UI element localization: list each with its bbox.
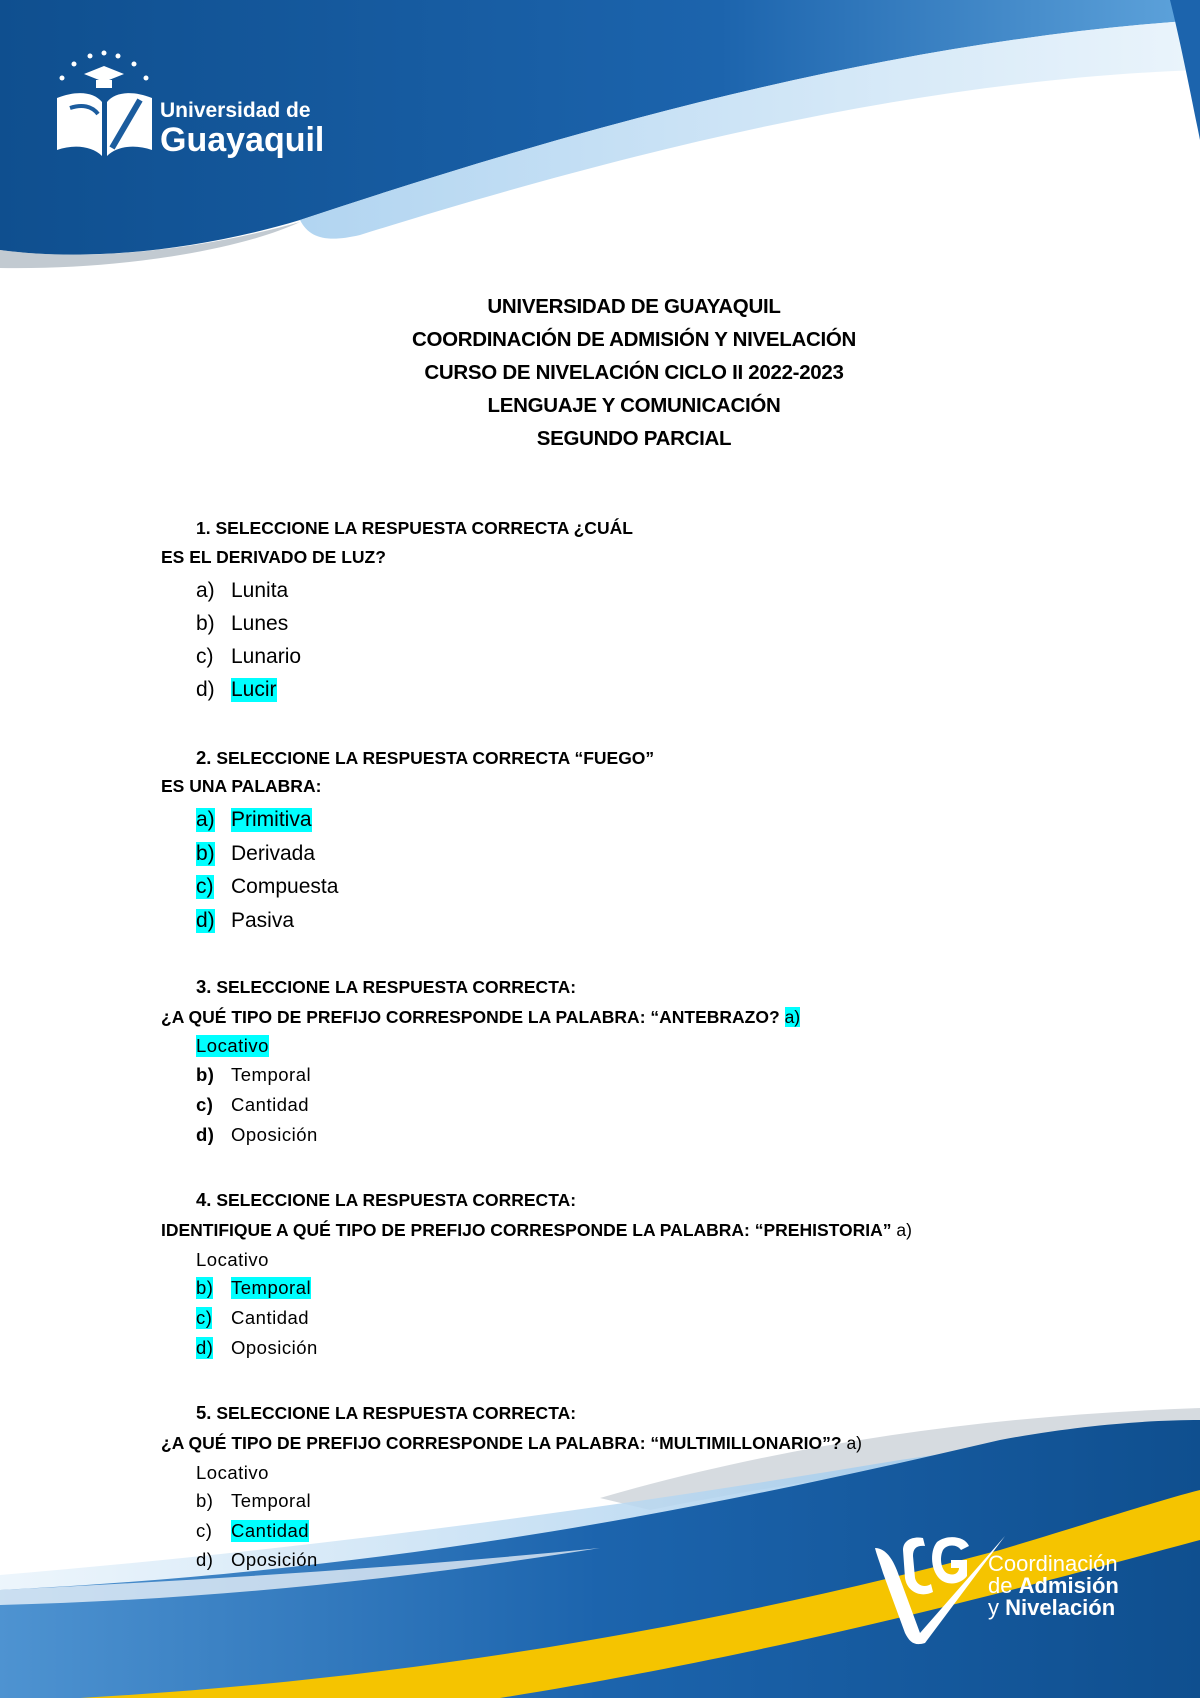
question-3-option-a: Locativo (196, 1035, 269, 1056)
question-4-header (196, 1189, 576, 1211)
coord-line3: y Nivelación (988, 1595, 1116, 1620)
question-1-number: 1. (196, 518, 211, 538)
question-3-line1: SELECCIONE LA RESPUESTA CORRECTA: (216, 977, 577, 997)
title-exam: SEGUNDO PARCIAL (536, 427, 732, 450)
question-2-number: 2. (196, 747, 212, 768)
question-5-number: 5. (196, 1402, 212, 1423)
question-4-line2: IDENTIFIQUE A QUÉ TIPO DE PREFIJO CORRESPONDE LA PALABRA: “PREHISTORIA” a) (161, 1220, 912, 1240)
question-4-answer-highlight: Temporal (231, 1277, 312, 1298)
question-1-line2: ES EL DERIVADO DE LUZ? (161, 547, 386, 567)
university-logo-text (160, 100, 324, 157)
question-2-line1: SELECCIONE LA RESPUESTA CORRECTA “FUEGO” (216, 748, 655, 768)
coord-line2: de Admisión (988, 1573, 1119, 1598)
coord-line1: Coordinación (988, 1551, 1118, 1576)
question-5-inline-letter: a) (846, 1433, 862, 1453)
title-coordination: COORDINACIÓN DE ADMISIÓN Y NIVELACIÓN (411, 328, 857, 351)
question-5-answer-highlight: Cantidad (231, 1520, 310, 1541)
question-3-header (196, 976, 576, 998)
question-3-line2: ¿A QUÉ TIPO DE PREFIJO CORRESPONDE LA PALABRA: “ANTEBRAZO? a) (161, 1007, 801, 1027)
question-4-line1: SELECCIONE LA RESPUESTA CORRECTA: (216, 1190, 577, 1210)
question-2-header (196, 747, 654, 769)
question-4-inline-letter: a) (896, 1220, 912, 1240)
question-5-line2: ¿A QUÉ TIPO DE PREFIJO CORRESPONDE LA PALABRA: “MULTIMILLONARIO”? a) (161, 1433, 862, 1453)
university-logo-icon (52, 48, 157, 160)
question-5-line1: SELECCIONE LA RESPUESTA CORRECTA: (216, 1403, 577, 1423)
question-3-number: 3. (196, 976, 212, 997)
question-5-header (196, 1402, 576, 1424)
coordination-logo-text (988, 1553, 1119, 1619)
question-1-header (196, 518, 633, 539)
question-2-line2: ES UNA PALABRA: (161, 776, 322, 796)
logo-line2: Guayaquil (160, 121, 325, 159)
question-5-option-a: Locativo (196, 1462, 269, 1483)
title-university: UNIVERSIDAD DE GUAYAQUIL (487, 295, 781, 318)
question-1-answer-highlight: Lucir (231, 678, 277, 701)
question-2-answer-highlight: Primitiva (231, 808, 312, 831)
title-subject: LENGUAJE Y COMUNICACIÓN (487, 394, 781, 417)
question-4-number: 4. (196, 1189, 212, 1210)
document-titles (0, 290, 1200, 455)
question-1-line1: SELECCIONE LA RESPUESTA CORRECTA ¿CUÁL (215, 518, 633, 538)
question-4-option-a: Locativo (196, 1249, 269, 1270)
logo-line1: Universidad de (160, 99, 311, 122)
title-course: CURSO DE NIVELACIÓN CICLO II 2022-2023 (424, 361, 844, 384)
question-3-inline-letter: a) (784, 1007, 801, 1027)
